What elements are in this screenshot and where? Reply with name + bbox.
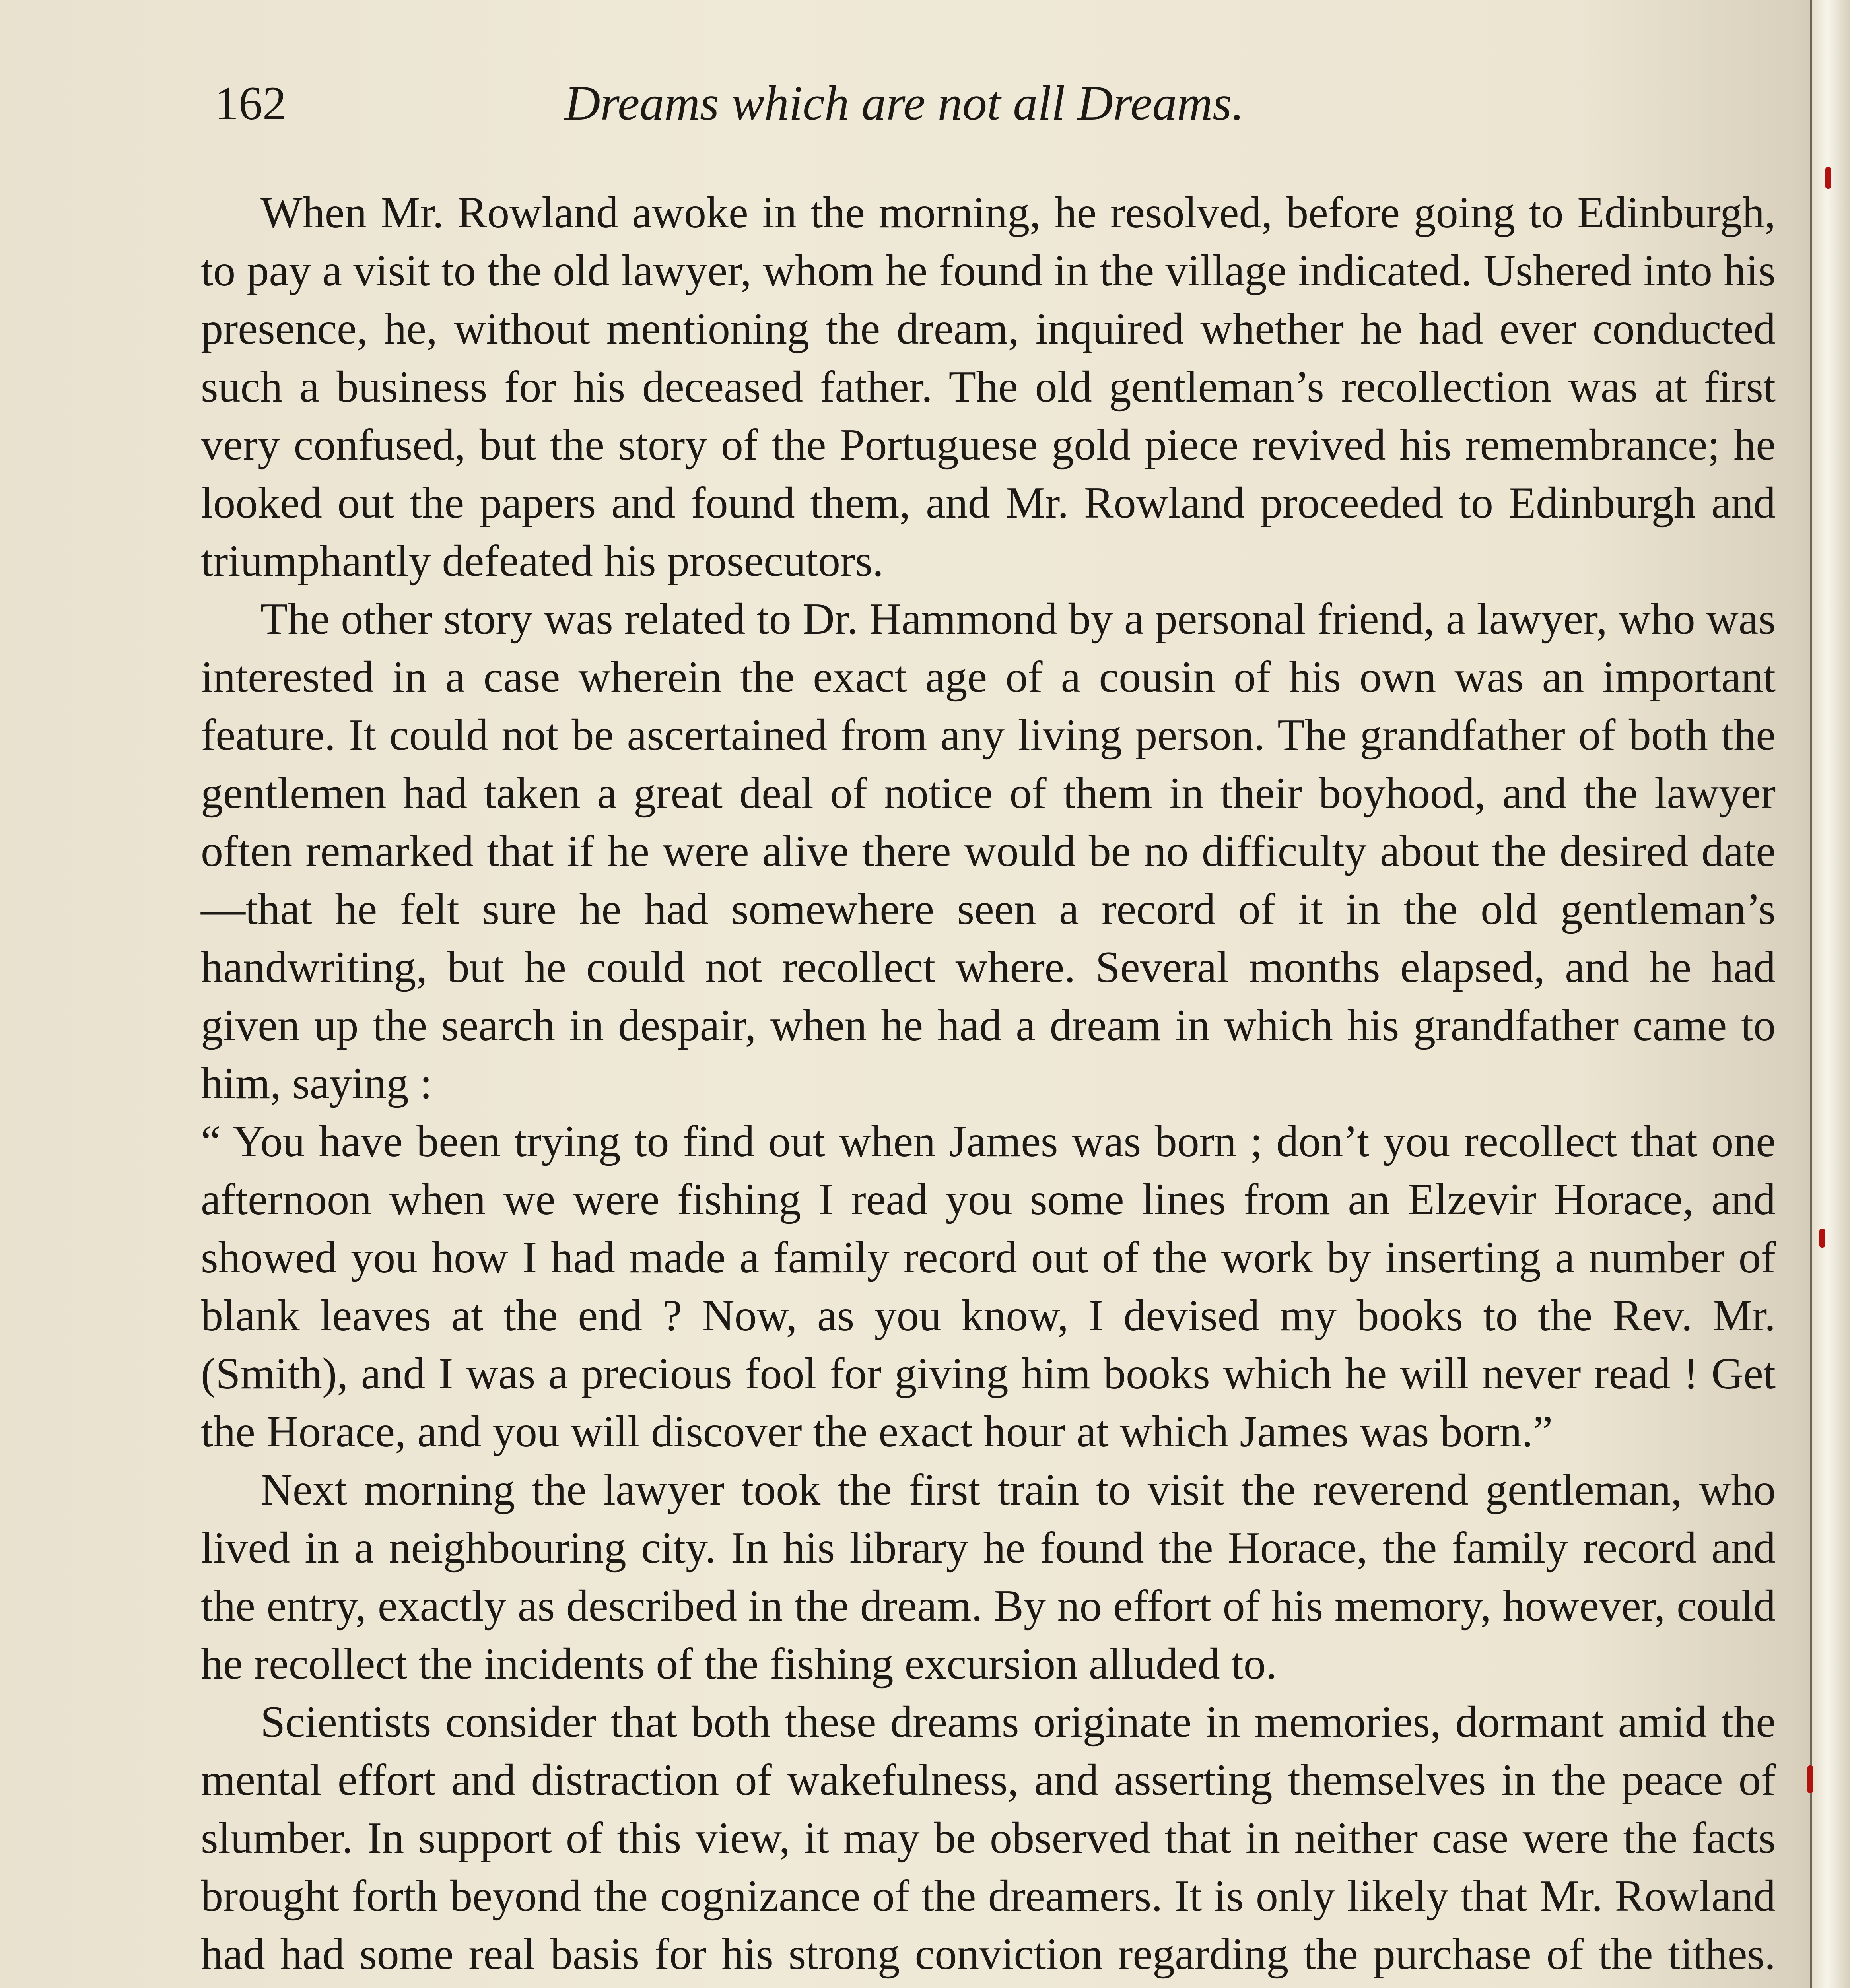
page-header <box>215 70 1829 137</box>
margin-mark <box>1807 1765 1813 1793</box>
paragraph-grandfather-quote: “ You have been trying to find out when James was born ; don’t you recollect that one afternoon when we were fishing I read you some lines from an Elzevir Horace, and showed you how I had made a family record out of the work by inserting a number of blank leaves at the end ? Now, as you know, I devised my books to the Rev. Mr. (Smith), and I was a precious fool for giving him books which he will never read ! Get the Horace, and you will discover the exact hour at which James was born.” <box>201 1117 1776 1456</box>
body-text <box>201 184 1776 1988</box>
running-title: Dreams which are not all Dreams. <box>565 76 1244 130</box>
paragraph-rowland-visit: When Mr. Rowland awoke in the morning, he resolved, before going to Edinburgh, to pay a visit to the old lawyer, whom he found in the village indicated. Ushered into his presence, he, without mentioning the dream, inquired whether he had ever conducted such a business for his deceased father. The old gentleman’s recollection was at first very confused, but the story of the Portuguese gold piece revived his remembrance; he looked out the papers and found them, and Mr. Rowland proceeded to Edinburgh and triumphantly defeated his prosecutors. <box>201 188 1776 586</box>
paragraph-scientists: Scientists consider that both these dreams originate in memories, dormant amid the mental effort and distraction of wakefulness, and asserting themselves in the peace of slumber. In support of this view, it may be observed that in neither case were the facts brought forth beyond the cognizance of the dreamers. It is only likely that Mr. Rowland had had some real basis for his strong conviction regarding the purchase of the tithes. <box>201 1697 1776 1979</box>
page-edge <box>1810 0 1850 1988</box>
margin-mark <box>1825 167 1831 189</box>
margin-mark <box>1819 1229 1825 1248</box>
paragraph-next-morning: Next morning the lawyer took the first train to visit the reverend gentleman, who lived in a neighbouring city. In his library he found the Horace, the family record and the entry, exactly as described in the dream. By no effort of his memory, however, could he recollect the incidents of the fishing excursion alluded to. <box>201 1465 1776 1689</box>
page-number: 162 <box>215 77 286 130</box>
paragraph-hammond-story: The other story was related to Dr. Hammond by a personal friend, a lawyer, who was interested in a case wherein the exact age of a cousin of his own was an important feature. It could not be ascertained from any living person. The grandfather of both the gentlemen had taken a great deal of notice of them in their boyhood, and the lawyer often remarked that if he were alive there would be no difficulty about the desired date—that he felt sure he had somewhere seen a record of it in the old gentleman’s handwriting, but he could not recollect where. Several months elapsed, and he had given up the search in despair, when he had a dream in which his grandfather came to him, saying : <box>201 594 1776 1108</box>
